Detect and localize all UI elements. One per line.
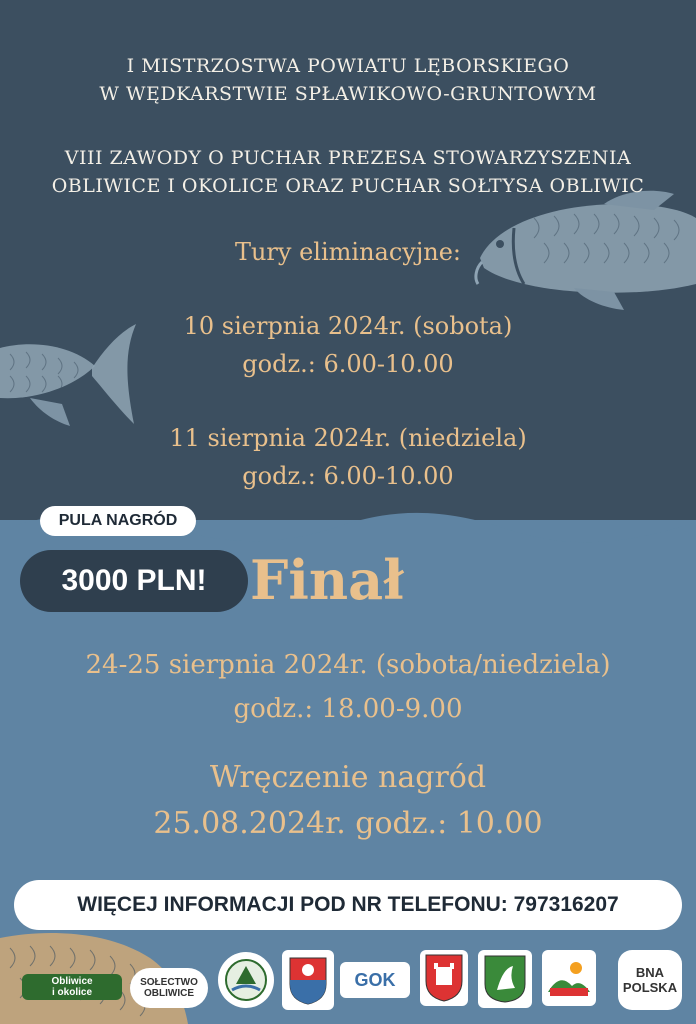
logo-coat-of-arms-powiat (282, 950, 334, 1010)
logo-gok: GOK (340, 962, 410, 998)
awards-datetime: 25.08.2024r. godz.: 10.00 (153, 806, 543, 841)
landscape-icon (546, 958, 592, 998)
final-date: 24-25 sierpnia 2024r. (sobota/niedziela) (85, 650, 611, 680)
prize-amount-badge: 3000 PLN! (20, 550, 248, 612)
logo-bna-polska (618, 950, 682, 1010)
griffin-icon (483, 954, 527, 1004)
logo-obliwice-text-2: i okolice (51, 987, 92, 998)
coat-of-arms-icon (286, 954, 330, 1006)
logo-gmina-wicko (542, 950, 596, 1006)
header-line-2: W WĘDKARSTWIE SPŁAWIKOWO-GRUNTOWYM (99, 83, 597, 105)
round-2-time: godz.: 6.00-10.00 (242, 462, 454, 490)
logo-gmina-griffin (478, 950, 532, 1008)
logo-solectwo-text-2: OBLIWICE (144, 988, 194, 999)
logo-castle-coat-of-arms (420, 950, 468, 1006)
logo-solectwo-text-1: SOŁECTWO (140, 977, 198, 988)
final-heading: Finał (250, 548, 404, 612)
round-1-date: 10 sierpnia 2024r. (sobota) (183, 312, 513, 340)
logo-bna-text-1: BNA (635, 965, 665, 980)
logo-bna-text-2: POLSKA (622, 980, 678, 995)
header-line-3: VIII ZAWODY O PUCHAR PREZESA STOWARZYSZENIA (64, 147, 632, 169)
header-line-4: OBLIWICE I OKOLICE ORAZ PUCHAR SOŁTYSA OBLIWIC (51, 175, 645, 197)
round-2-date: 11 sierpnia 2024r. (niedziela) (169, 424, 527, 452)
logo-solectwo-obliwice (130, 968, 208, 1008)
tree-emblem-icon (224, 958, 268, 1002)
logo-nowa-wies-lęborska-emblem (218, 952, 274, 1008)
round-1-time: godz.: 6.00-10.00 (242, 350, 454, 378)
rounds-heading: Tury eliminacyjne: (234, 238, 462, 266)
castle-icon (424, 953, 464, 1003)
awards-heading: Wręczenie nagród (209, 760, 487, 795)
prize-label-badge: PULA NAGRÓD (40, 506, 196, 536)
header-line-1: I MISTRZOSTWA POWIATU LĘBORSKIEGO (126, 55, 570, 77)
logo-obliwice-text-1: Obliwice (51, 976, 93, 987)
final-time: godz.: 18.00-9.00 (233, 694, 463, 724)
contact-info-banner: WIĘCEJ INFORMACJI POD NR TELEFONU: 797316207 (14, 880, 682, 930)
logo-obliwice-i-okolice (22, 974, 122, 1000)
